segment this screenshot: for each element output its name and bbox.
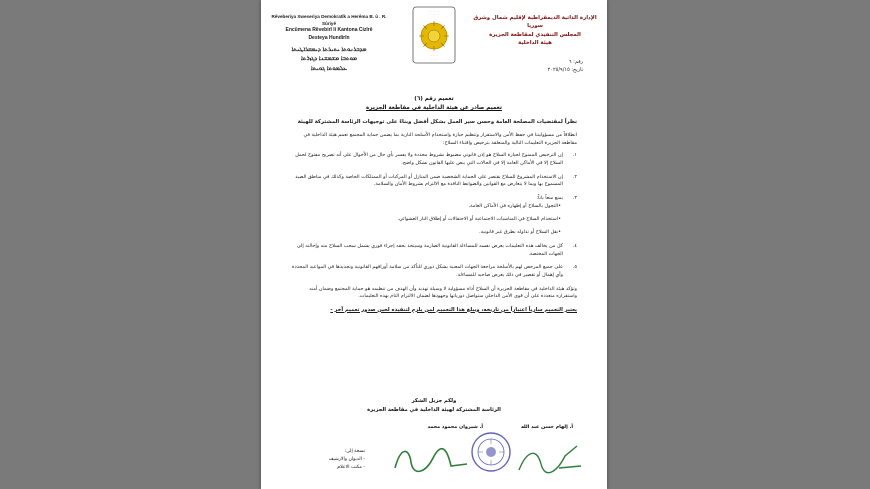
- copies-block: [275, 448, 365, 471]
- header-syriac-line-3: ܥܠܡܘܬܐ ܓܘܝܬܐ: [310, 66, 348, 72]
- thanks-line: ولكم جزيل الشكر: [411, 398, 457, 404]
- list-item: [291, 195, 577, 203]
- svg-text:· · · ·: · · · ·: [431, 58, 437, 61]
- closing-block: [261, 397, 607, 416]
- copy-recipient: - مكتب الاعلام: [337, 464, 365, 470]
- header-syriac-line-2: ܡܘܬܒܐ ܡܫܡܫܢܐ ܕܓܙܪܬܐ: [300, 56, 358, 63]
- list-item-text: إن الترخيص الممنوح لحيازة السلاح هو إذن قانوني مضبوط بشروط محددة ولا يفسر بأي حال من الأحوال على أنه تصريح مفتوح لحمل السلاح إلا في الأماكن العامة إلا في الحالات التي ينص عليها القانون بشكل واضح.: [295, 152, 563, 166]
- header-syriac-line-1: ܡܕܒܪܢܘܬܐ ܝܬܝܪܬܐ ܕܝܡܩܪܐܛܝܬܐ: [291, 46, 367, 53]
- header-right-line-3: هيئة الداخلية: [518, 40, 552, 47]
- copy-recipient: - الديوان والارشيف: [328, 456, 365, 462]
- body-intro: انطلاقاً من مسؤوليتنا في حفظ الأمن والاستقرار وتنظيم حيازة واستخدام الأسلحة النارية بما يضمن حماية المجتمع تعمم هيئة الداخلية في مقاطعة الجزيرة التعليمات التالية والمتعلقة بترخيص واقتناء السلاح:: [303, 132, 577, 146]
- list-item-number: ٥.: [572, 264, 577, 271]
- list-item: [291, 243, 577, 258]
- signature-left-icon: [395, 449, 467, 472]
- list-item-number: ١.: [572, 152, 577, 159]
- signatory-name-2: أ. شيروان محمود محمد: [427, 424, 483, 430]
- header-left-line-3: Desteya Hundirîn: [308, 34, 350, 41]
- svg-text:· · · · · ·: · · · · · ·: [429, 13, 439, 17]
- list-item-number: ٤.: [572, 243, 577, 250]
- svg-text:· · · · · · · ·: · · · · · · · ·: [427, 10, 441, 13]
- circular-title-block: [261, 95, 607, 113]
- header-left-block: [269, 14, 389, 75]
- prohibition-bullet: •التجول بالسلاح أو إظهاره في الأماكن العامة.: [468, 203, 561, 210]
- list-item-text: على جميع المرخص لهم بالأسلحة مراجعة الجهات المعنية بشكل دوري للتأكد من سلامة أوراقهم القانونية وتجديدها في المواعيد المحددة وأي إهمال أو تقصير في ذلك يعرض صاحبه للمساءلة.: [291, 264, 563, 278]
- list-item-text: إن الاستخدام المشروع للسلاح يقتصر على الحماية الشخصية ضمن المنازل أو المركبات أو الممتلكات الخاصة وكذلك في مناطق الصيد المسموح بها وبما لا يتعارض مع القوانين والضوابط النافذة مع الالتزام بشروط الأمان والسلامة.: [295, 173, 563, 188]
- copies-title: نسخة إلى:: [344, 449, 365, 454]
- list-item: [291, 264, 577, 279]
- list-item-number: ٢.: [572, 173, 577, 180]
- official-stamp-icon: [472, 433, 510, 471]
- reference-date: تاريخ: ٢٠٢٥/٩/١٥: [547, 67, 583, 73]
- body-closing: وتؤكد هيئة الداخلية في مقاطعة الجزيرة أن السلاح أداة مسؤولية لا وسيلة تهديد وأن الهدف من تنظيمه هو حماية المجتمع وضمان أمنه واستقراره متعددة على أن قوى الأمن الداخلي ستواصل دورياتها وجهودها لضمان الالتزام التام بهذه التعليمات.: [309, 285, 577, 300]
- emblem-seal-icon: [412, 6, 456, 64]
- list-item-number: ٣.: [572, 194, 577, 201]
- circular-title: تعميم رقم (٦): [414, 96, 454, 102]
- list-item: [291, 174, 577, 189]
- prohibition-bullet: •استخدام السلاح في المناسبات الاجتماعية أو الاحتفالات أو إطلاق النار العشوائي.: [397, 215, 561, 222]
- header-left-line-2: Encûmena Rêvebirî li Kantona Cizîrê: [285, 27, 373, 34]
- svg-text:· · · · · ·: · · · · · ·: [429, 54, 439, 57]
- list-item: [291, 152, 577, 167]
- list-item-text: كل من يخالف هذه التعليمات يعرض نفسه للمساءلة القانونية الصارمة وسيتخذ بحقه إجراء فوري يشمل سحب السلاح منه وإحالته إلى الجهات المختصة.: [296, 243, 563, 257]
- header-syriac-block: [269, 46, 389, 75]
- circular-body: [291, 118, 577, 319]
- signatory-name-1: أ. إلهام حسن عبد الله: [520, 424, 573, 430]
- header-right-line-2: المجلس التنفيذي لمقاطعة الجزيرة: [489, 31, 581, 38]
- header-left-line-1: Rêveberiya Xweseriya Demokratîk a Herêma B. û . R. Sûriyê: [271, 14, 387, 26]
- validity-notice: يعتبر التعميم سارياً اعتباراً من تاريخه، ويبلغ هذا التعميم لمن يلزم لتنفيذه لحين صدور تعميم آخر -: [330, 306, 577, 313]
- body-lead: نظراً لمقتضيات المصلحة العامة وحسن سير العمل بشكل أفضل وبناءً على توجيهات الرئاسة المشتركة للهيئة: [297, 119, 577, 125]
- reference-block: [548, 58, 583, 74]
- list-item-text: يمنع منعاً باتاً:: [536, 194, 563, 201]
- header-right-line-1: الإدارة الذاتية الديمقراطية لإقليم شمال وشرق سوريا: [473, 15, 597, 30]
- header-right-block: [471, 14, 599, 48]
- circular-subtitle: تعميم صادر عن هيئة الداخلية في مقاطعة الجزيرة: [366, 104, 502, 111]
- signatory-title: الرئاسة المشتركة لهيئة الداخلية في مقاطعة الجزيرة: [367, 407, 501, 414]
- reference-number: رقم: ٦: [568, 59, 583, 65]
- signature-right-icon: [519, 446, 581, 473]
- signature-stamp-area: [381, 428, 591, 488]
- document-page: [261, 0, 607, 489]
- prohibition-bullet: •نقل السلاح أو تداوله بطرق غير قانونية.: [479, 228, 561, 235]
